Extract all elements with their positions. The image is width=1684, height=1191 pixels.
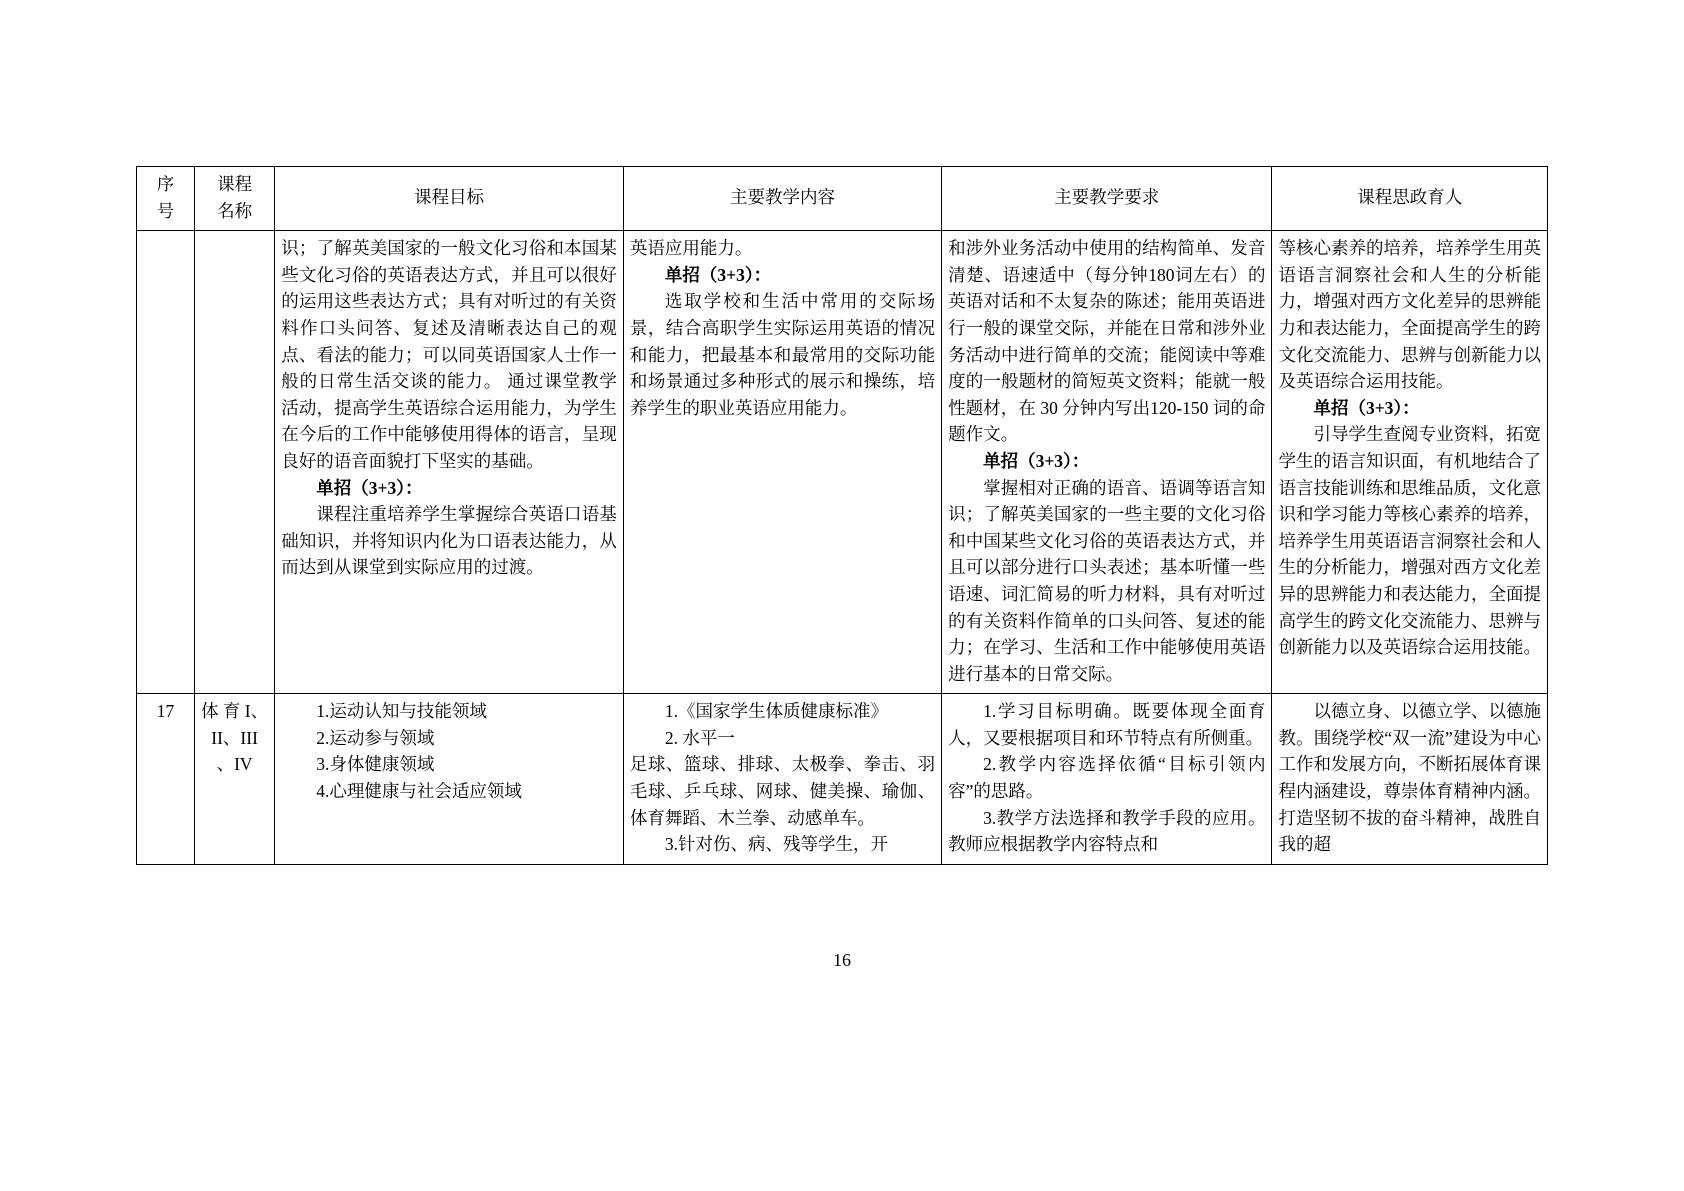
- column-header-ideology: 课程思政育人: [1272, 167, 1548, 231]
- row-cell-main-requirement: [942, 694, 1272, 865]
- ideology-paragraph-2: 引导学生查阅专业资料，拓宽学生的语言知识面，有机地结合了语言技能训练和思维品质，文化意识和学习能力等核心素养的培养，培养学生用英语语言洞察社会和人生的分析能力，增强对西方文化差异的思辨能力和表达能力，全面提高学生的跨文化交流能力、思辨与创新能力以及英语综合运用技能。: [1278, 424, 1541, 658]
- requirement-paragraph-2: 掌握相对正确的语音、语调等语言知识；了解英美国家的一些主要的文化习俗和中国某些文化习俗的英语表达方式，并且可以部分进行口头表述；基本听懂一些语速、词汇简易的听力材料，具有对听过的有关资料作简单的口头问答、复述的能力；在学习、生活和工作中能够使用英语进行基本的日常交际。: [948, 477, 1266, 684]
- column-header-main-requirement: 主要教学要求: [942, 167, 1272, 231]
- row-cell-no: [137, 231, 195, 694]
- table-body: [137, 231, 1548, 865]
- row-cell-ideology: [1272, 694, 1548, 865]
- row-cell-main-requirement: [942, 231, 1272, 694]
- row-cell-ideology: [1272, 231, 1548, 694]
- curriculum-table: [136, 166, 1548, 865]
- table-header: [137, 167, 1548, 231]
- requirement-subheading: 单招（3+3）：: [983, 450, 1090, 471]
- ideology-paragraph-1: 等核心素养的培养，培养学生用英语语言洞察社会和人生的分析能力，增强对西方文化差异的思辨能力和表达能力，全面提高学生的跨文化交流能力、思辨与创新能力以及英语综合运用技能。: [1278, 238, 1541, 392]
- column-header-no-line1: 序 号: [156, 174, 175, 221]
- requirement-item-3: 3.教学方法选择和教学手段的应用。教师应根据教学内容特点和: [948, 807, 1266, 855]
- goal-item-3: 3.身体健康领域: [316, 754, 435, 775]
- row-cell-course-name: 体 育 I、II、III 、IV: [194, 694, 274, 865]
- requirement-item-2: 2.教学内容选择依循“目标引领内容”的思路。: [948, 754, 1266, 802]
- row-cell-main-content: [623, 231, 941, 694]
- goal-item-2: 2.运动参与领域: [316, 727, 435, 748]
- content-item-3: 足球、篮球、排球、太极拳、拳击、羽毛球、乒乓球、网球、健美操、瑜伽、体育舞蹈、木兰拳、动感单车。: [629, 754, 936, 828]
- row-cell-course-name: [194, 231, 274, 694]
- content-subheading: 单招（3+3）：: [664, 264, 772, 285]
- goal-paragraph-2: 课程注重培养学生掌握综合英语口语基础知识，并将知识内化为口语表达能力，从而达到从课堂到实际应用的过渡。: [281, 504, 617, 578]
- row-cell-main-content: [623, 694, 941, 865]
- page-number: 16: [833, 950, 851, 970]
- content-item-4: 3.针对伤、病、残等学生，开: [664, 834, 889, 855]
- table-row: [137, 231, 1548, 694]
- table-header-row: [137, 167, 1548, 231]
- requirement-paragraph-1: 和涉外业务活动中使用的结构简单、发音清楚、语速适中（每分钟180词左右）的英语对话和不太复杂的陈述；能用英语进行一般的课堂交际，并能在日常和涉外业务活动中进行简单的交流；能阅读中等难度的一般题材的简短英文资料；能就一般性题材，在 30 分钟内写出120-150 词的命题作文。: [948, 238, 1266, 445]
- content-paragraph-2: 选取学校和生活中常用的交际场景，结合高职学生实际运用英语的情况和能力，把最基本和最常用的交际功能和场景通过多种形式的展示和操练，培养学生的职业英语应用能力。: [629, 291, 936, 418]
- requirement-item-1: 1.学习目标明确。既要体现全面育人，又要根据项目和环节特点有所侧重。: [948, 701, 1266, 748]
- column-header-no: [137, 167, 195, 231]
- goal-subheading: 单招（3+3）：: [316, 477, 423, 498]
- column-header-main-content: 主要教学内容: [623, 167, 941, 231]
- content-item-1: 1.《国家学生体质健康标准》: [664, 701, 889, 722]
- row-cell-course-goal: [275, 231, 624, 694]
- ideology-item-1: 以德立身、以德立学、以德施教。围绕学校“双一流”建设为中心工作和发展方向，不断拓展体育课程内涵建设，尊崇体育精神内涵。打造坚韧不拔的奋斗精神，战胜自我的超: [1278, 701, 1541, 855]
- column-header-course-name: 课程 名称: [194, 167, 274, 231]
- goal-paragraph-1: 识；了解英美国家的一般文化习俗和本国某些文化习俗的英语表达方式，并且可以很好的运用这些表达方式；具有对听过的有关资料作口头问答、复述及清晰表达自己的观点、看法的能力；可以同英语国家人士作一般的日常生活交谈的能力。 通过课堂教学活动，提高学生英语综合运用能力，为学生在今后的工作中能够使用得体的语言，呈现良好的语音面貌打下坚实的基础。: [281, 238, 617, 471]
- content-item-2: 2. 水平一: [664, 727, 735, 748]
- table-row: [137, 694, 1548, 865]
- content-paragraph-1: 英语应用能力。: [629, 238, 753, 259]
- ideology-subheading: 单招（3+3）：: [1313, 397, 1420, 418]
- row-cell-course-goal: [275, 694, 624, 865]
- row-cell-no: 17: [137, 694, 195, 865]
- goal-item-1: 1.运动认知与技能领域: [316, 701, 487, 722]
- column-header-course-goal: 课程目标: [275, 167, 624, 231]
- goal-item-4: 4.心理健康与社会适应领域: [316, 781, 522, 802]
